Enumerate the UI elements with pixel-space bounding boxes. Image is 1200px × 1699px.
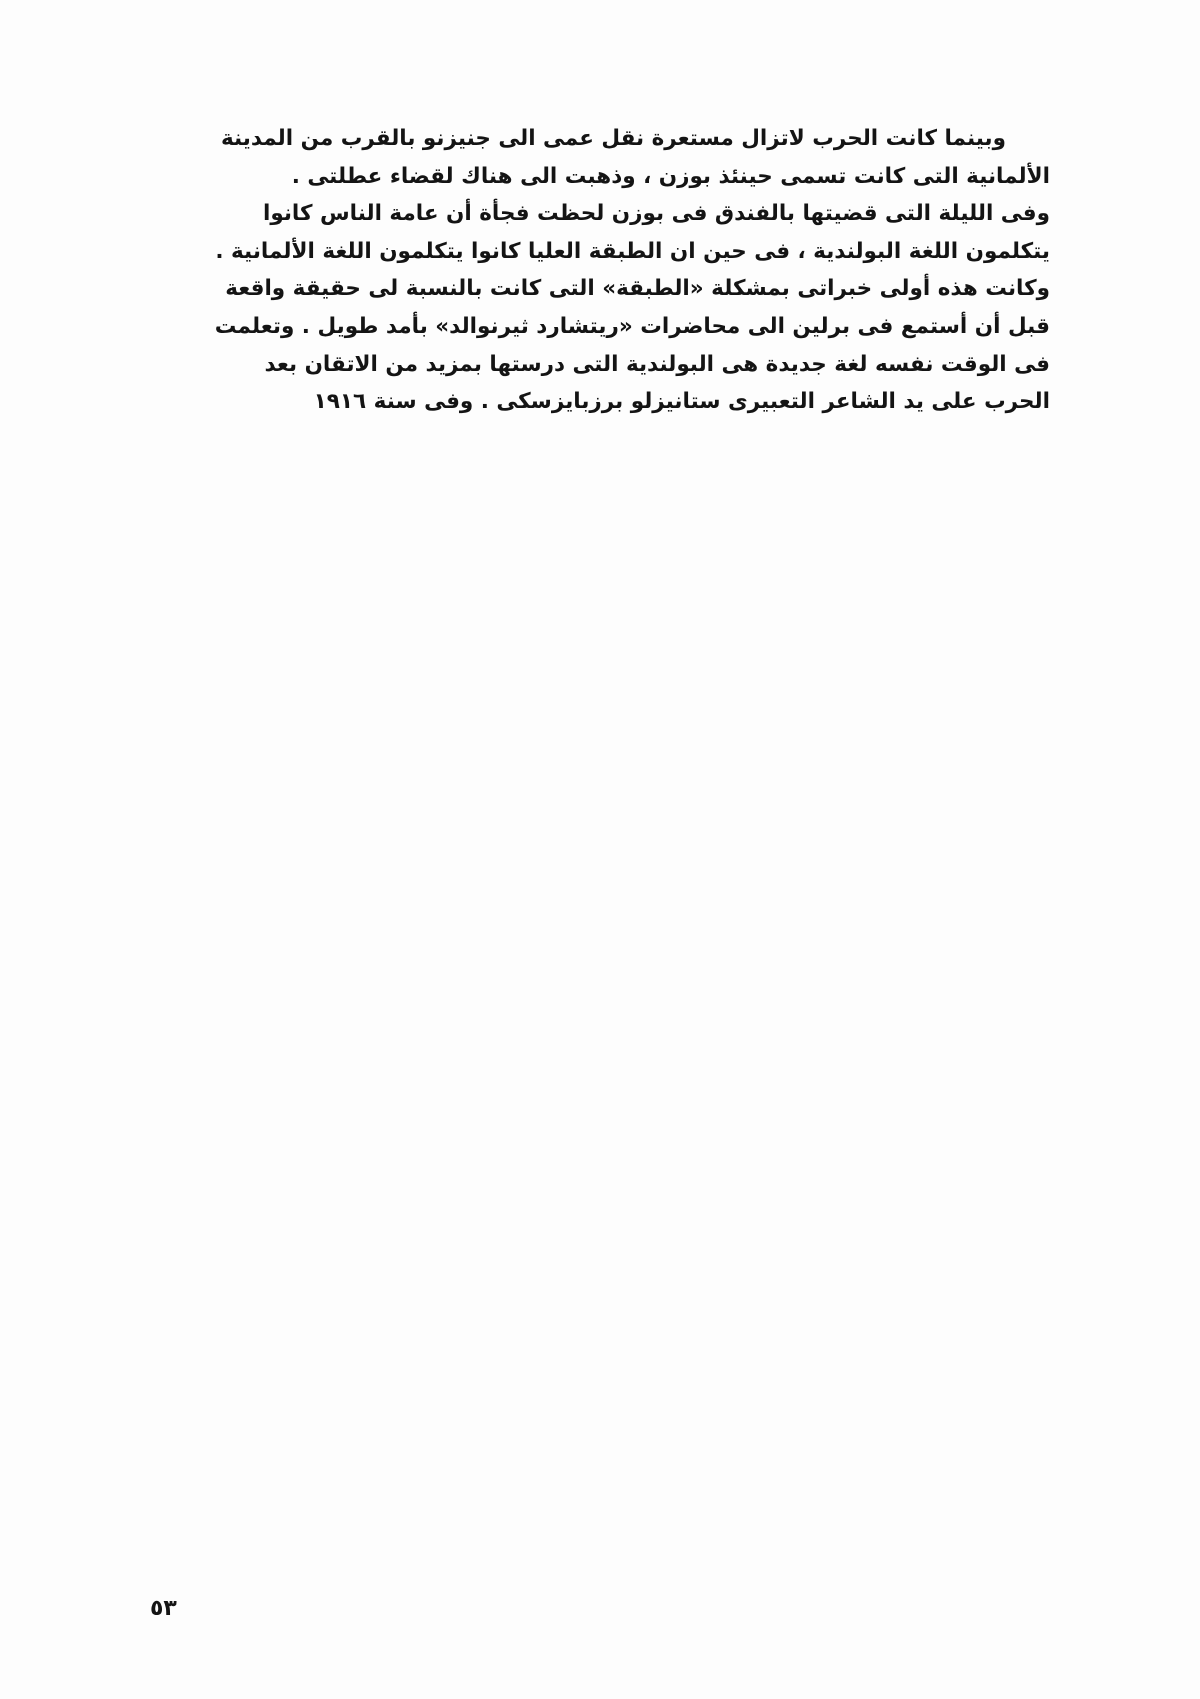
text-line: الحرب على يد الشاعر التعبيرى ستانيزلو برزبايزسكى . وفى سنة ١٩١٦ xyxy=(313,389,1050,415)
text-line: وفى الليلة التى قضيتها بالفندق فى بوزن لحظت فجأة أن عامة الناس كانوا xyxy=(263,201,1050,227)
text-line: الألمانية التى كانت تسمى حينئذ بوزن ، وذهبت الى هناك لقضاء عطلتى . xyxy=(291,163,1050,189)
text-line: وكانت هذه أولى خبراتى بمشكلة «الطبقة» التى كانت بالنسبة لى حقيقة واقعة xyxy=(225,276,1050,302)
text-line: فى الوقت نفسه لغة جديدة هى البولندية التى درستها بمزيد من الاتقان بعد xyxy=(264,351,1050,377)
text-line: وبينما كانت الحرب لاتزال مستعرة نقل عمى الى جنيزنو بالقرب من المدينة xyxy=(220,126,1006,151)
body-text xyxy=(130,120,1050,421)
page-number: ٥٣ xyxy=(150,1596,177,1621)
text-line: قبل أن أستمع فى برلين الى محاضرات «ريتشارد ثيرنوالد» بأمد طويل . وتعلمت xyxy=(214,313,1050,339)
text-line: يتكلمون اللغة البولندية ، فى حين ان الطبقة العليا كانوا يتكلمون اللغة الألمانية . xyxy=(215,238,1050,264)
